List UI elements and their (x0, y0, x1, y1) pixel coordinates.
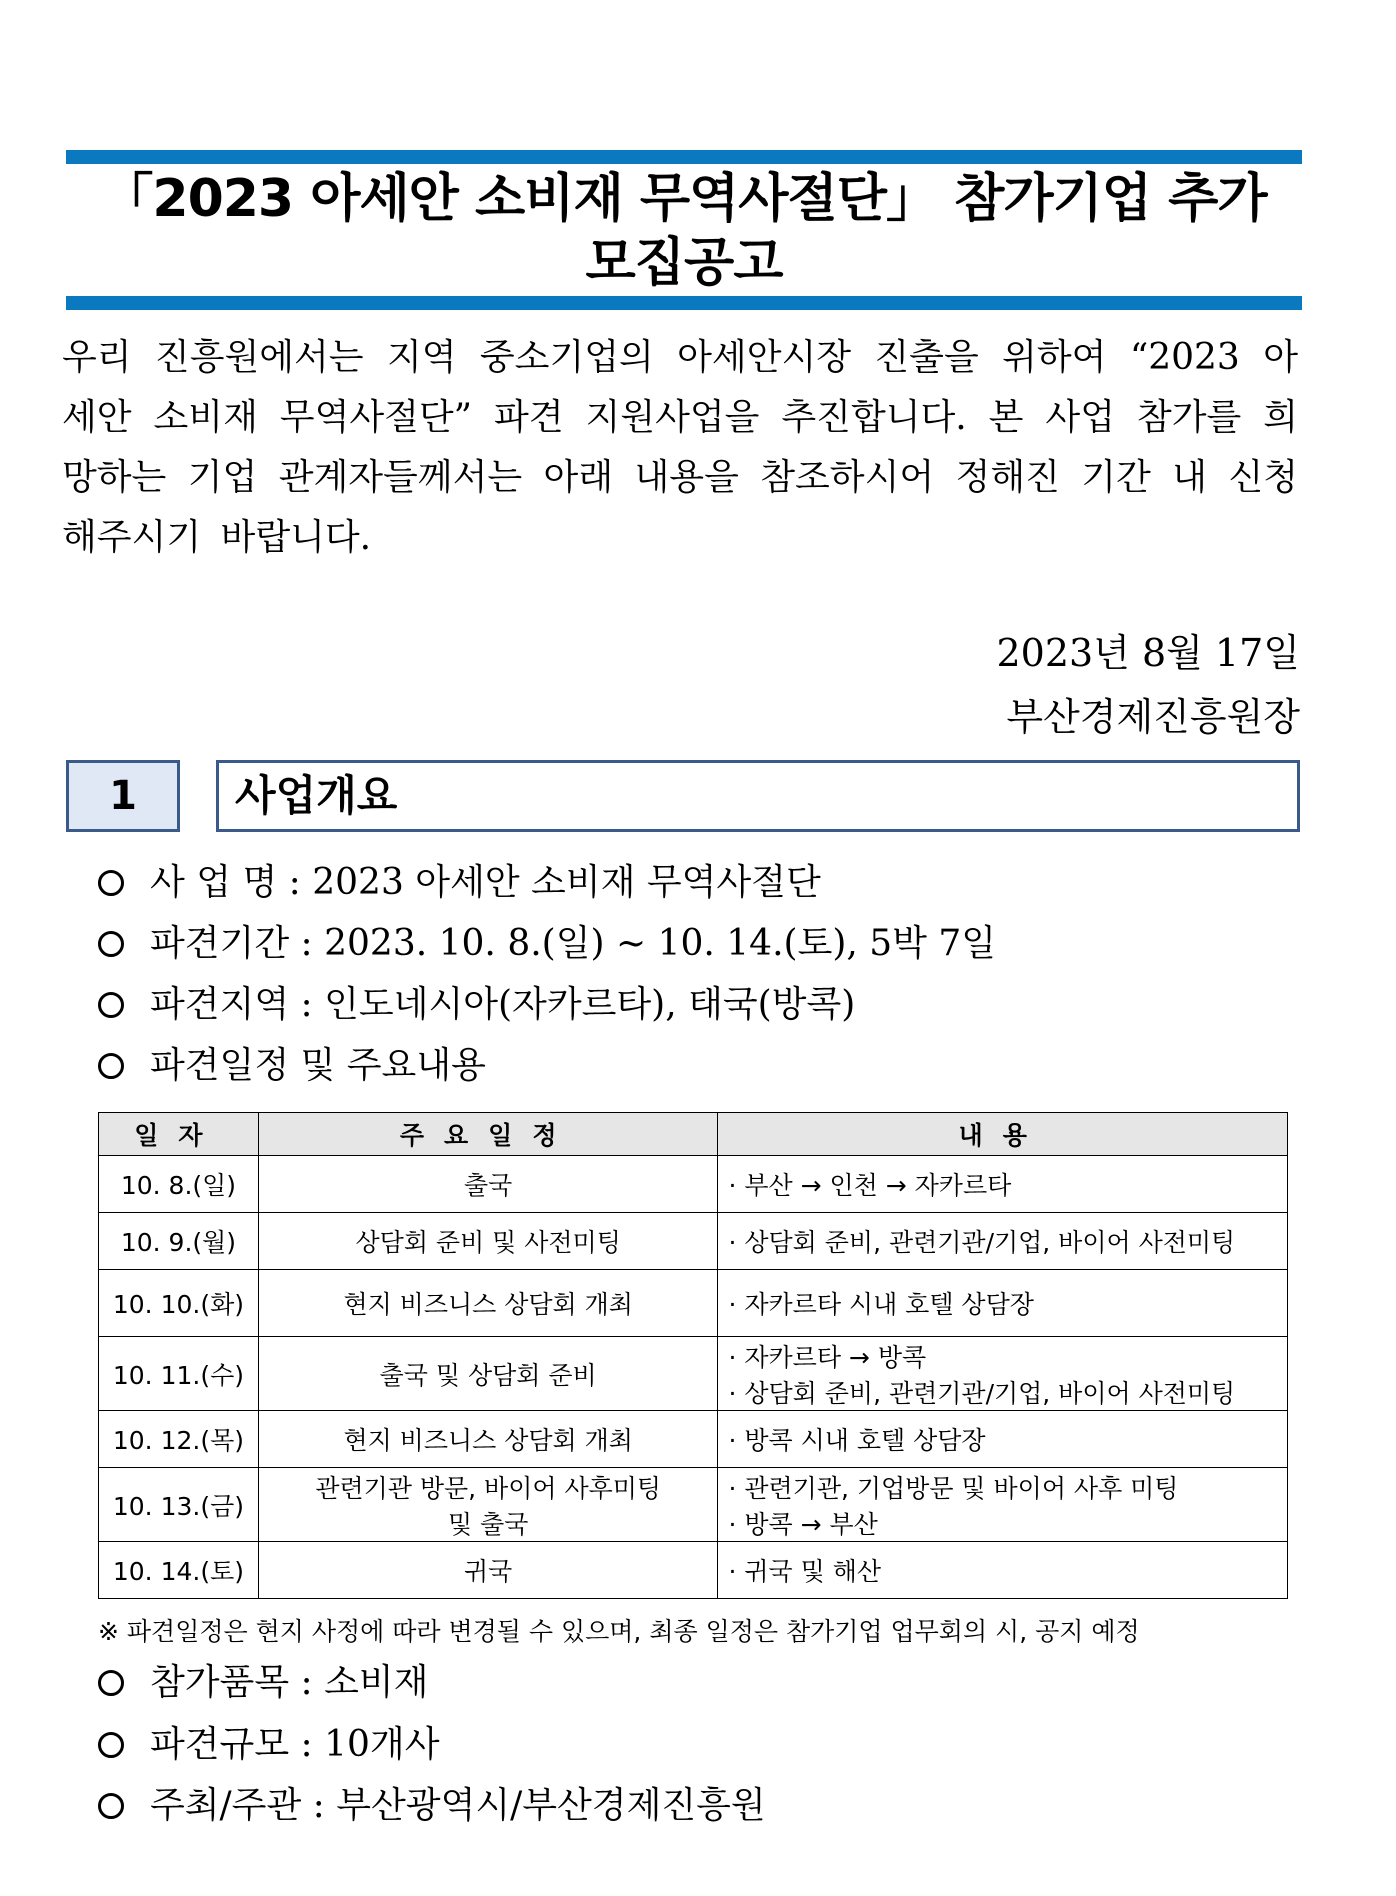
bullet-text: 파견기간 : 2023. 10. 8.(일) ~ 10. 14.(토), 5박 7일 (150, 923, 997, 964)
bullet-text: 사 업 명 : 2023 아세안 소비재 무역사절단 (150, 862, 821, 903)
circle-bullet-icon (98, 992, 124, 1018)
bullet-schedule (98, 1043, 486, 1089)
row-details (718, 1337, 1288, 1411)
table-row (99, 1542, 1288, 1599)
table-row (99, 1156, 1288, 1213)
row-date: 10. 14.(토) (99, 1542, 259, 1599)
circle-bullet-icon (98, 1053, 124, 1079)
section-number: 1 (66, 760, 180, 832)
details-line: · 자카르타 시내 호텔 상담장 (728, 1290, 1034, 1319)
schedule-line: 출국 (464, 1171, 513, 1200)
intro-paragraph: 우리 진흥원에서는 지역 중소기업의 아세안시장 진출을 위하여 “2023 아세안 소비재 무역사절단” 파견 지원사업을 추진합니다. 본 사업 참가를 희망하는 기업 관계자들께서는 아래 내용을 참조하시어 정해진 기간 내 신청해주시기 바랍니다. (62, 337, 1298, 558)
title-bar-bottom (66, 296, 1302, 310)
row-date: 10. 8.(일) (99, 1156, 259, 1213)
bullet-dispatch-period (98, 921, 996, 967)
bullet-text: 파견일정 및 주요내용 (150, 1045, 486, 1086)
row-schedule (258, 1337, 718, 1411)
row-details (718, 1542, 1288, 1599)
header-details: 내용 (718, 1113, 1288, 1156)
table-header-row (99, 1113, 1288, 1156)
header-schedule: 주요일정 (258, 1113, 718, 1156)
row-details (718, 1411, 1288, 1468)
row-date: 10. 12.(목) (99, 1411, 259, 1468)
page-title-line2: 모집공고 (585, 233, 783, 293)
details-line: · 관련기관, 기업방문 및 바이어 사후 미팅 (728, 1473, 1179, 1503)
schedule-line: 관련기관 방문, 바이어 사후미팅 (315, 1473, 662, 1503)
table-row (99, 1411, 1288, 1468)
details-line: · 방콕 → 부산 (728, 1509, 878, 1539)
row-details (718, 1156, 1288, 1213)
bullet-project-name (98, 860, 821, 906)
table-row (99, 1337, 1288, 1411)
table-row (99, 1468, 1288, 1542)
row-schedule (258, 1270, 718, 1337)
bullet-organizer (98, 1783, 766, 1829)
row-schedule (258, 1542, 718, 1599)
details-line: · 상담회 준비, 관련기관/기업, 바이어 사전미팅 (728, 1378, 1236, 1408)
schedule-line: 현지 비즈니스 상담회 개최 (343, 1426, 633, 1455)
table-row (99, 1270, 1288, 1337)
bullet-text: 파견규모 : 10개사 (150, 1724, 440, 1765)
bullet-dispatch-region (98, 982, 855, 1028)
details-line: · 방콕 시내 호텔 상담장 (728, 1426, 986, 1455)
bullet-text: 파견지역 : 인도네시아(자카르타), 태국(방콕) (150, 984, 856, 1025)
page-title-line1: 「2023 아세안 소비재 무역사절단」 참가기업 추가 (101, 169, 1267, 229)
bullet-items (98, 1660, 428, 1706)
table-row (99, 1213, 1288, 1270)
announcement-date: 2023년 8월 17일 (996, 631, 1300, 675)
circle-bullet-icon (98, 1732, 124, 1758)
circle-bullet-icon (98, 870, 124, 896)
row-date: 10. 11.(수) (99, 1337, 259, 1411)
row-schedule (258, 1411, 718, 1468)
schedule-table (98, 1112, 1288, 1599)
bullet-scale (98, 1722, 439, 1768)
bullet-text: 참가품목 : 소비재 (150, 1662, 429, 1703)
schedule-line: 출국 및 상담회 준비 (379, 1360, 597, 1390)
issuer-name: 부산경제진흥원장 (1006, 695, 1300, 739)
details-line: · 상담회 준비, 관련기관/기업, 바이어 사전미팅 (728, 1228, 1236, 1257)
schedule-line: 및 출국 (447, 1509, 529, 1539)
details-line: · 부산 → 인천 → 자카르타 (728, 1171, 1012, 1200)
schedule-line: 귀국 (464, 1557, 513, 1586)
row-details (718, 1468, 1288, 1542)
row-details (718, 1270, 1288, 1337)
schedule-note: ※ 파견일정은 현지 사정에 따라 변경될 수 있으며, 최종 일정은 참가기업 업무회의 시, 공지 예정 (98, 1617, 1140, 1646)
circle-bullet-icon (98, 1670, 124, 1696)
circle-bullet-icon (98, 1793, 124, 1819)
row-schedule (258, 1468, 718, 1542)
header-date: 일자 (99, 1113, 259, 1156)
row-date: 10. 10.(화) (99, 1270, 259, 1337)
title-bar-top (66, 150, 1302, 164)
row-schedule (258, 1213, 718, 1270)
details-line: · 자카르타 → 방콕 (728, 1342, 927, 1372)
row-schedule (258, 1156, 718, 1213)
bullet-text: 주최/주관 : 부산광역시/부산경제진흥원 (150, 1785, 766, 1826)
schedule-line: 상담회 준비 및 사전미팅 (355, 1228, 621, 1257)
row-date: 10. 9.(월) (99, 1213, 259, 1270)
circle-bullet-icon (98, 931, 124, 957)
section-title: 사업개요 (216, 760, 1300, 832)
row-details (718, 1213, 1288, 1270)
details-line: · 귀국 및 해산 (728, 1557, 882, 1586)
row-date: 10. 13.(금) (99, 1468, 259, 1542)
schedule-line: 현지 비즈니스 상담회 개최 (343, 1290, 633, 1319)
